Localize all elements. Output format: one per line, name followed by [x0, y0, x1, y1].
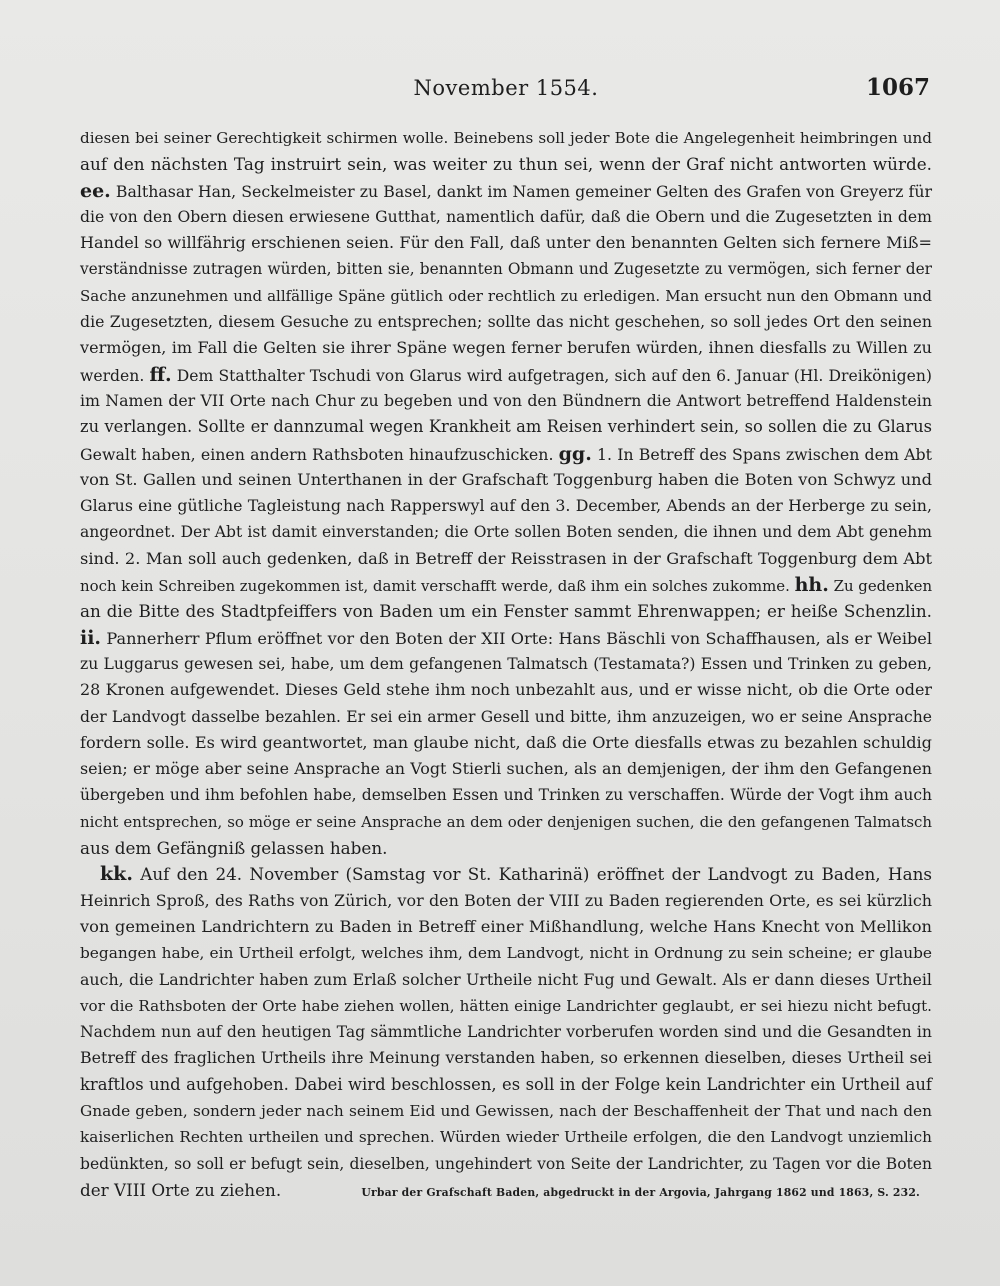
- text-line: werden. ff. Dem Statthalter Tschudi von Glarus wird aufgetragen, sich auf den 6. Januar (Hl. Dreikönigen): [80, 363, 932, 386]
- text-line: sind. 2. Man soll auch gedenken, daß in Betreff der Reisstrasen in der Grafschaft Toggenburg dem Abt: [80, 548, 932, 568]
- text-line: verständnisse zutragen würden, bitten sie, benannten Obmann und Zugesetzte zu vermögen, sich ferner der: [80, 260, 932, 279]
- text-line: Betreff des fraglichen Urtheils ihre Meinung verstanden haben, so erkennen dieselben, dieses Urtheil sei: [80, 1048, 932, 1068]
- text-line: vermögen, im Fall die Gelten sie ihrer Späne wegen ferner berufen würden, ihnen diesfalls zu Willen zu: [80, 338, 932, 358]
- page-header: [80, 76, 932, 106]
- section-marker: ii.: [80, 626, 102, 649]
- section-marker: hh.: [794, 574, 829, 597]
- text-line: 28 Kronen aufgewendet. Dieses Geld stehe ihm noch unbezahlt aus, und er wisse nicht, ob die Orte oder: [80, 680, 932, 700]
- section-marker: kk.: [100, 863, 133, 886]
- text-line: zu Luggarus gewesen sei, habe, um dem gefangenen Talmatsch (Testamata?) Essen und Trinken zu geben,: [80, 654, 932, 673]
- text-line: zu verlangen. Sollte er dannzumal wegen Krankheit am Reisen verhindert sein, so sollen die zu Glarus: [80, 417, 932, 437]
- text-line: Sache anzunehmen und allfällige Späne gütlich oder rechtlich zu erledigen. Man ersucht nun den Obmann und: [80, 286, 932, 305]
- text-line: Handel so willfährig erschienen seien. Für den Fall, daß unter den benannten Gelten sich fernere Miß=: [80, 233, 932, 253]
- text-line: ee. Balthasar Han, Seckelmeister zu Basel, dankt im Namen gemeiner Gelten des Grafen von Greyerz für: [80, 179, 932, 202]
- text-line: die von den Obern diesen erwiesene Gutthat, namentlich dafür, daß die Obern und die Zugesetzten in dem: [80, 206, 932, 226]
- text-line: angeordnet. Der Abt ist damit einverstanden; die Orte sollen Boten senden, die ihnen und dem Abt genehm: [80, 523, 932, 542]
- text-line: an die Bitte des Stadtpfeiffers von Baden um ein Fenster sammt Ehrenwappen; er heiße Schenzlin.: [80, 601, 932, 622]
- text-line: vor die Rathsboten der Orte habe ziehen wollen, hätten einige Landrichter geglaubt, er sei hiezu nicht befugt.: [80, 996, 932, 1015]
- text-line: noch kein Schreiben zugekommen ist, damit verschafft werde, daß ihm ein solches zukomme. hh. Zu gedenken: [80, 574, 933, 597]
- text-line: auf den nächsten Tag instruirt sein, was weiter zu thun sei, wenn der Graf nicht antworten würde.: [80, 154, 932, 175]
- text-line: bedünkten, so soll er befugt sein, dieselben, ungehindert von Seite der Landrichter, zu Tagen vor die Boten: [80, 1154, 932, 1173]
- text-line: auch, die Landrichter haben zum Erlaß solcher Urtheile nicht Fug und Gewalt. Als er dann dieses Urtheil: [80, 969, 932, 989]
- final-line: [80, 1177, 932, 1203]
- section-marker: ee.: [80, 179, 111, 202]
- text-line: von St. Gallen und seinen Unterthanen in der Grafschaft Toggenburg haben die Boten von Schwyz und: [80, 469, 932, 489]
- text-line: diesen bei seiner Gerechtigkeit schirmen wolle. Beinebens soll jeder Bote die Angelegenheit heimbringen und: [80, 129, 932, 147]
- running-head: November 1554.: [413, 76, 599, 100]
- text-line: aus dem Gefängniß gelassen haben.: [80, 838, 388, 859]
- text-line: seien; er möge aber seine Ansprache an Vogt Stierli suchen, als an demjenigen, der ihm den Gefangenen: [80, 759, 932, 779]
- section-marker: gg.: [558, 442, 592, 465]
- text-line: nicht entsprechen, so möge er seine Ansprache an dem oder denjenigen suchen, die den gefangenen Talmatsch: [80, 812, 932, 831]
- text-line: kk. Auf den 24. November (Samstag vor St. Katharinä) eröffnet der Landvogt zu Baden, Hans: [100, 863, 932, 886]
- body-text: [80, 125, 932, 1203]
- text-line: begangen habe, ein Urtheil erfolgt, welches ihm, dem Landvogt, nicht in Ordnung zu sein scheine; er glaube: [80, 944, 932, 963]
- text-line: die Zugesetzten, diesem Gesuche zu entsprechen; sollte das nicht geschehen, so soll jedes Ort den seinen: [80, 312, 932, 332]
- text-line: Heinrich Sproß, des Raths von Zürich, vor den Boten der VIII zu Baden regierenden Orte, es sei kürzlich: [80, 890, 932, 910]
- text-line: der Landvogt dasselbe bezahlen. Er sei ein armer Gesell und bitte, ihm anzuzeigen, wo er seine Ansprache: [80, 707, 932, 726]
- text-line: Nachdem nun auf den heutigen Tag sämmtliche Landrichter vorberufen worden sind und die Gesandten in: [80, 1022, 932, 1042]
- text-line: Gnade geben, sondern jeder nach seinem Eid und Gewissen, nach der Beschaffenheit der That und nach den: [80, 1101, 932, 1120]
- last-line-text: der VIII Orte zu ziehen.: [80, 1179, 282, 1200]
- section-marker: ff.: [149, 363, 172, 386]
- page-number: 1067: [865, 74, 930, 101]
- text-line: kaiserlichen Rechten urtheilen und sprechen. Würden wieder Urtheile erfolgen, die den Landvogt unziemlich: [80, 1128, 932, 1147]
- text-line: von gemeinen Landrichtern zu Baden in Betreff einer Mißhandlung, welche Hans Knecht von Mellikon: [80, 916, 932, 936]
- text-line: ii. Pannerherr Pflum eröffnet vor den Boten der XII Orte: Hans Bäschli von Schaffhausen, als er Weibel: [80, 626, 932, 649]
- text-line: übergeben und ihm befohlen habe, demselben Essen und Trinken zu verschaffen. Würde der Vogt ihm auch: [80, 786, 932, 805]
- footnote: Urbar der Grafschaft Baden, abgedruckt in der Argovia, Jahrgang 1862 und 1863, S. 232.: [361, 1185, 920, 1199]
- text-line: Glarus eine gütliche Tagleistung nach Rapperswyl auf den 3. December, Abends an der Herberge zu sein,: [80, 496, 932, 516]
- text-line: kraftlos und aufgehoben. Dabei wird beschlossen, es soll in der Folge kein Landrichter ein Urtheil auf: [80, 1074, 932, 1094]
- text-line: fordern solle. Es wird geantwortet, man glaube nicht, daß die Orte diesfalls etwas zu bezahlen schuldig: [80, 732, 932, 752]
- text-line: Gewalt haben, einen andern Rathsboten hinaufzuschicken. gg. 1. In Betreff des Spans zwischen dem Abt: [80, 442, 932, 465]
- text-line: im Namen der VII Orte nach Chur zu begeben und von den Bündnern die Antwort betreffend Haldenstein: [80, 390, 932, 410]
